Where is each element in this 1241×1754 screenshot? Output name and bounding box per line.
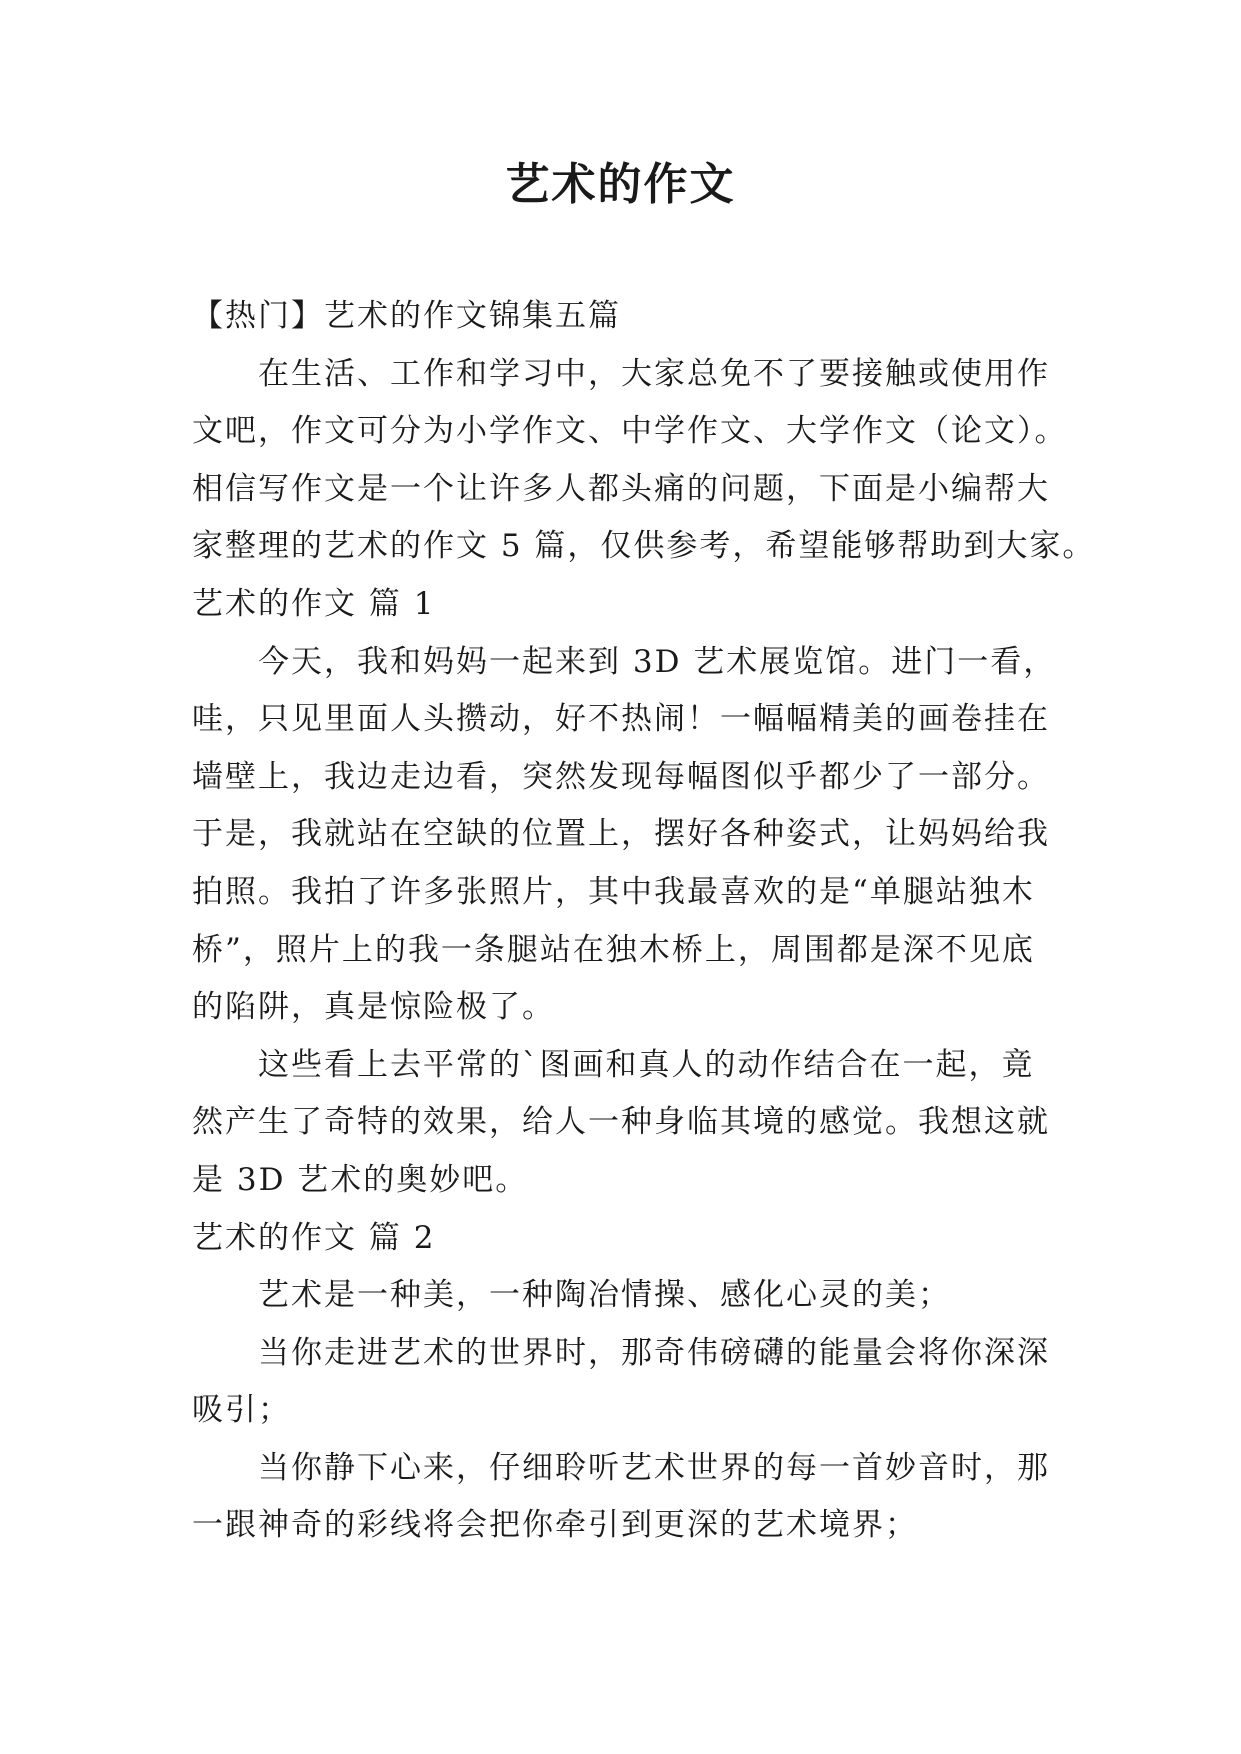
text-line: 今天，我和妈妈一起来到 3D 艺术展览馆。进门一看， [258, 643, 1057, 680]
text-line: 墙壁上，我边走边看，突然发现每幅图似乎都少了一部分。 [192, 758, 1050, 795]
text-line: 的陷阱，真是惊险极了。 [192, 989, 555, 1026]
text-line: 哇，只见里面人头攒动，好不热闹！一幅幅精美的画卷挂在 [192, 701, 1050, 738]
text-line: 【热门】艺术的作文锦集五篇 [192, 298, 621, 334]
text-line: 当你静下心来，仔细聆听艺术世界的每一首妙音时，那 [258, 1449, 1050, 1486]
text-line: 于是，我就站在空缺的位置上，摆好各种姿式，让妈妈给我 [192, 816, 1050, 853]
text-line: 一跟神奇的彩线将会把你牵引到更深的艺术境界； [192, 1507, 918, 1544]
text-line: 当你走进艺术的世界时，那奇伟磅礴的能量会将你深深 [258, 1334, 1050, 1371]
text-line: 是 3D 艺术的奥妙吧。 [192, 1161, 529, 1198]
text-line: 艺术的作文 篇 2 [192, 1219, 436, 1256]
text-line: 艺术的作文 篇 1 [192, 585, 436, 622]
text-line: 桥”，照片上的我一条腿站在独木桥上，周围都是深不见底 [192, 931, 1035, 968]
text-line: 这些看上去平常的`图画和真人的动作结合在一起，竟 [258, 1046, 1035, 1083]
text-line: 艺术是一种美，一种陶冶情操、感化心灵的美； [258, 1277, 951, 1314]
text-line: 家整理的艺术的作文 5 篇，仅供参考，希望能够帮助到大家。 [192, 528, 1096, 565]
document-body [192, 288, 1096, 1555]
text-line: 拍照。我拍了许多张照片，其中我最喜欢的是“单腿站独木 [192, 873, 1035, 910]
text-line: 吸引； [192, 1392, 291, 1429]
text-line: 文吧，作文可分为小学作文、中学作文、大学作文（论文）。 [192, 413, 1068, 450]
text-line: 相信写作文是一个让许多人都头痛的问题，下面是小编帮大 [192, 470, 1050, 507]
text-line: 然产生了奇特的效果，给人一种身临其境的感觉。我想这就 [192, 1104, 1050, 1141]
text-line: 在生活、工作和学习中，大家总免不了要接触或使用作 [258, 355, 1050, 392]
document-title: 艺术的作文 [505, 159, 736, 210]
